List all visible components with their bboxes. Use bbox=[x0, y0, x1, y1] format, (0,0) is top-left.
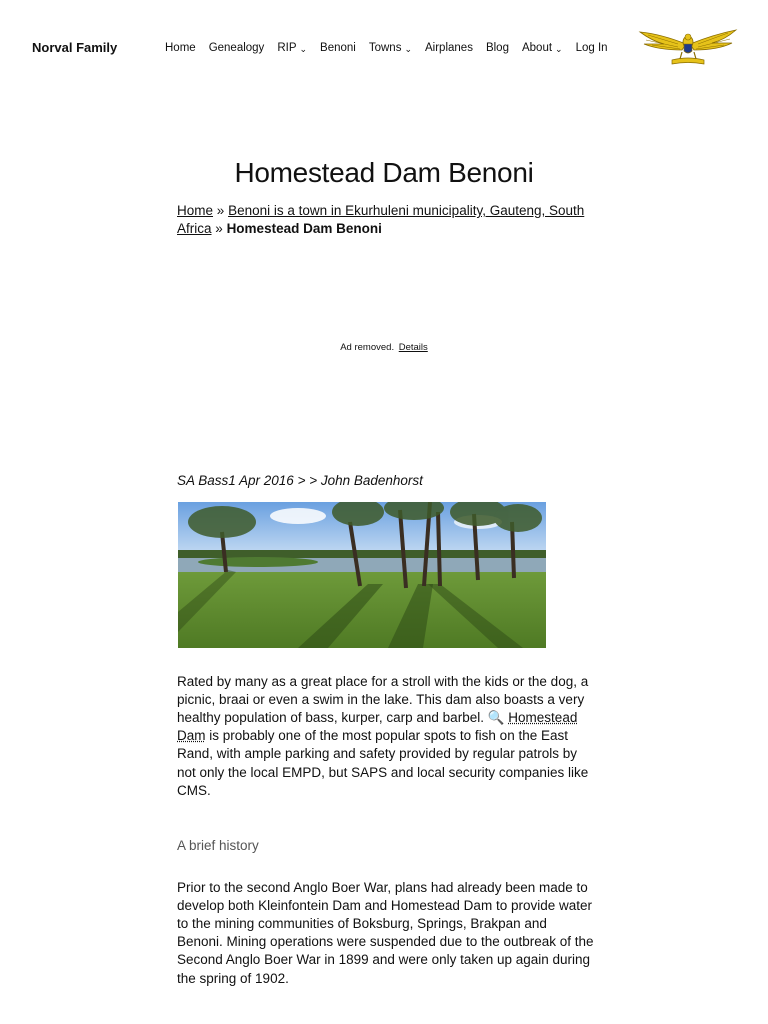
nav-item-blog[interactable] bbox=[486, 42, 509, 54]
intro-text: Rated by many as a great place for a stroll with the kids or the dog, a picnic, braai or even a swim in the lake. This dam also boasts a very healthy population of bass, kurper, carp and barbel. bbox=[177, 673, 589, 725]
breadcrumb-current: Homestead Dam Benoni bbox=[226, 221, 382, 236]
ad-removed-notice bbox=[0, 342, 768, 353]
page-title: Homestead Dam Benoni bbox=[234, 156, 534, 188]
nav-item-label: Genealogy bbox=[208, 42, 265, 54]
section-heading: A brief history bbox=[177, 838, 259, 853]
nav-item-label: Airplanes bbox=[425, 42, 473, 54]
nav-item-rip[interactable] bbox=[277, 42, 307, 54]
nav-item-label: RIP bbox=[277, 42, 297, 54]
nav-item-log-in[interactable] bbox=[576, 42, 608, 54]
photo-caption: SA Bass1 Apr 2016 > > John Badenhorst bbox=[177, 473, 423, 488]
chevron-down-icon: ⌄ bbox=[555, 43, 563, 54]
history-paragraph: Prior to the second Anglo Boer War, plans had already been made to develop both Kleinfontein Dam and Homestead Dam to provide water to the mining communities of Boksburg, Springs, Brakpan and Benoni. Mining operations were suspended due to the outbreak of the Second Anglo Boer War in 1899 and were only taken up again during the spring of 1902. bbox=[177, 879, 594, 986]
nav-item-about[interactable] bbox=[522, 42, 563, 54]
nav-item-towns[interactable] bbox=[369, 42, 412, 54]
intro-text-continued: is probably one of the most popular spots to fish on the East Rand, with ample parking and safety provided by regular patrols by not only the local EMPD, but SAPS and local security companies like CMS. bbox=[177, 728, 589, 798]
nav-item-home[interactable] bbox=[165, 42, 196, 54]
nav-item-genealogy[interactable] bbox=[209, 42, 265, 54]
nav-item-airplanes[interactable] bbox=[425, 42, 473, 54]
nav-item-label: Home bbox=[165, 42, 196, 54]
winged-eagle-emblem-icon[interactable] bbox=[638, 26, 738, 72]
nav-item-label: Blog bbox=[485, 42, 509, 54]
ad-removed-text: Ad removed. bbox=[340, 342, 395, 353]
homestead-dam-photo bbox=[178, 502, 546, 648]
site-title[interactable]: Norval Family bbox=[32, 40, 118, 55]
breadcrumb-separator: » bbox=[216, 203, 225, 218]
ad-details-link[interactable]: Details bbox=[398, 342, 428, 353]
breadcrumb bbox=[177, 202, 597, 238]
search-icon: 🔍 bbox=[487, 709, 505, 725]
intro-paragraph bbox=[177, 673, 595, 800]
breadcrumb-parent-link[interactable]: Benoni is a town in Ekurhuleni municipality, Gauteng, South Africa bbox=[177, 203, 585, 236]
main-nav bbox=[165, 42, 621, 54]
nav-item-label: Towns bbox=[368, 42, 402, 54]
breadcrumb-separator: » bbox=[215, 221, 223, 236]
chevron-down-icon: ⌄ bbox=[404, 43, 412, 54]
breadcrumb-home-link[interactable]: Home bbox=[177, 203, 214, 218]
homestead-dam-link[interactable]: Homestead Dam bbox=[177, 709, 578, 744]
nav-item-benoni[interactable] bbox=[320, 42, 356, 54]
nav-item-label: Log In bbox=[575, 42, 608, 54]
nav-item-label: About bbox=[521, 42, 553, 54]
chevron-down-icon: ⌄ bbox=[299, 43, 308, 54]
nav-item-label: Benoni bbox=[320, 42, 356, 54]
